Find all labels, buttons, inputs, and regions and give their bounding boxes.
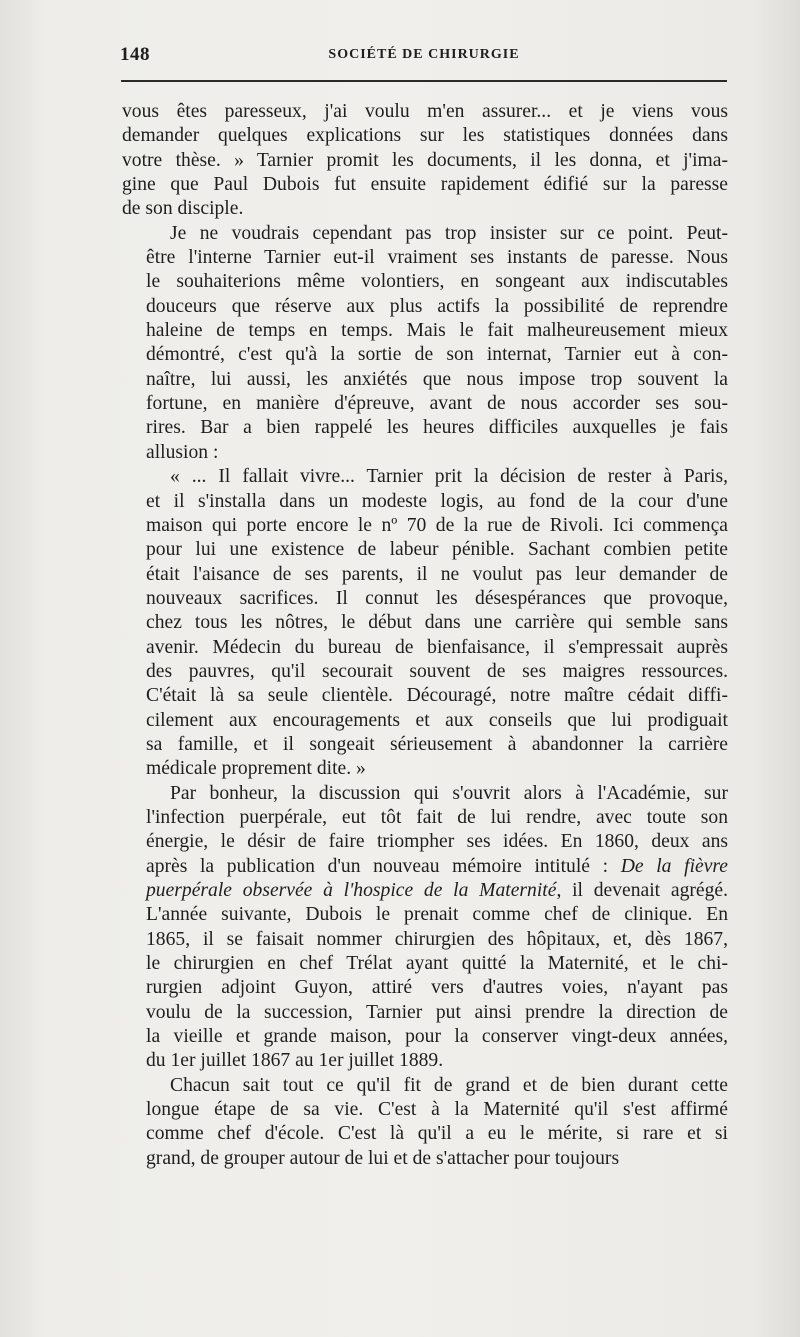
text-segment: chez tous les nôtres, le début dans une carrière qui semble sans (146, 612, 728, 634)
text-segment: « ... Il fallait vivre... Tarnier prit la décision de rester à Paris, (170, 466, 728, 488)
text-segment: haleine de temps en temps. Mais le fait malheureusement mieux (146, 320, 728, 342)
text-segment: fortune, en manière d'épreuve, avant de nous accorder ses sou- (146, 393, 728, 415)
text-line (122, 757, 728, 781)
text-segment: rires. Bar a bien rappelé les heures difficiles auxquelles je fais (146, 417, 728, 439)
body-text (122, 100, 728, 1171)
text-segment: 1865, il se faisait nommer chirurgien des hôpitaux, et, dès 1867, (146, 928, 728, 950)
text-segment: sa famille, et il songeait sérieusement à abandonner la carrière (146, 733, 728, 755)
text-line (122, 709, 728, 733)
text-line (122, 1049, 728, 1073)
text-line (122, 928, 728, 952)
text-segment: gine que Paul Dubois fut ensuite rapidement édifié sur la paresse (122, 174, 728, 196)
text-line (122, 222, 728, 246)
text-segment: vous êtes paresseux, j'ai voulu m'en assurer... et je viens vous (122, 101, 728, 122)
text-line (122, 246, 728, 270)
text-segment: C'était là sa seule clientèle. Découragé, notre maître cédait diffi- (146, 685, 728, 707)
text-segment: la vieille et grande maison, pour la conserver vingt-deux années, (146, 1026, 728, 1048)
text-line (122, 611, 728, 635)
text-line (122, 490, 728, 514)
text-segment: énergie, le désir de faire triompher ses idées. En 1860, deux ans (146, 831, 728, 853)
page-number: 148 (120, 44, 150, 65)
text-segment: l'infection puerpérale, eut tôt fait de lui rendre, avec toute son (146, 806, 728, 828)
text-segment: de son disciple. (122, 198, 244, 220)
text-line (122, 514, 728, 538)
text-line (122, 903, 728, 927)
text-line (122, 416, 728, 440)
text-line (122, 343, 728, 367)
text-line (122, 855, 728, 879)
text-line (122, 149, 728, 173)
text-segment: le souhaiterions même volontiers, en songeant aux indiscutables (146, 271, 728, 293)
text-segment: après la publication d'un nouveau mémoire intitulé : (146, 855, 621, 877)
text-segment: grand, de grouper autour de lui et de s'attacher pour toujours (146, 1147, 620, 1169)
text-segment: votre thèse. » Tarnier promit les documents, il les donna, et j'ima- (122, 149, 728, 171)
text-line (122, 830, 728, 854)
text-segment: démontré, c'est qu'à la sortie de son internat, Tarnier eut à con- (146, 344, 728, 366)
italic-title-text: puerpérale observée à l'hospice de la Maternité (146, 880, 557, 901)
text-segment: médicale proprement dite. » (146, 758, 366, 780)
text-segment: , il devenait agrégé. (556, 880, 728, 901)
text-line (122, 660, 728, 684)
text-segment: du 1er juillet 1867 au 1er juillet 1889. (146, 1050, 444, 1072)
text-line (122, 295, 728, 319)
text-line (122, 1147, 728, 1171)
text-segment: voulu de la succession, Tarnier put ainsi prendre la direction de (146, 1001, 728, 1023)
paragraph (122, 222, 728, 465)
text-segment: allusion : (146, 441, 219, 463)
text-line (122, 1074, 728, 1098)
text-line (122, 368, 728, 392)
text-line (122, 441, 728, 465)
text-line (122, 465, 728, 489)
text-line (122, 563, 728, 587)
text-line (122, 1001, 728, 1025)
text-line (122, 733, 728, 757)
text-segment: comme chef d'école. C'est là qu'il a eu le mérite, si rare et si (146, 1123, 728, 1145)
text-line (122, 587, 728, 611)
text-segment: Je ne voudrais cependant pas trop insister sur ce point. Peut- (170, 222, 728, 244)
text-segment: Chacun sait tout ce qu'il fit de grand et de bien durant cette (170, 1074, 728, 1096)
page-header (120, 44, 728, 68)
text-segment: longue étape de sa vie. C'est à la Maternité qu'il s'est affirmé (146, 1099, 728, 1121)
text-line (122, 1025, 728, 1049)
text-line (122, 319, 728, 343)
text-segment: demander quelques explications sur les statistiques données dans (122, 125, 728, 147)
text-line (122, 806, 728, 830)
paragraph (122, 782, 728, 1074)
text-segment: L'année suivante, Dubois le prenait comme chef de clinique. En (146, 904, 728, 926)
italic-title-text: De la fièvre (620, 855, 728, 877)
text-line (122, 782, 728, 806)
text-line (122, 684, 728, 708)
text-line (122, 976, 728, 1000)
text-segment: pour lui une existence de labeur pénible. Sachant combien petite (146, 539, 728, 561)
text-segment: le chirurgien en chef Trélat ayant quitté la Maternité, et le chi- (146, 953, 728, 975)
text-segment: douceurs que réserve aux plus actifs la possibilité de reprendre (146, 295, 728, 317)
text-line (122, 124, 728, 148)
paragraph (122, 1074, 728, 1171)
header-rule (121, 80, 727, 82)
text-segment: être l'interne Tarnier eut-il vraiment ses instants de paresse. Nous (146, 247, 728, 269)
text-segment: et il s'installa dans un modeste logis, au fond de la cour d'une (146, 490, 728, 512)
text-line (122, 1098, 728, 1122)
paragraph (122, 100, 728, 222)
running-title: SOCIÉTÉ DE CHIRURGIE (328, 47, 520, 62)
text-line (122, 270, 728, 294)
text-segment: rurgien adjoint Guyon, attiré vers d'autres voies, n'ayant pas (146, 977, 728, 999)
text-line (122, 173, 728, 197)
text-segment: maison qui porte encore le nº 70 de la rue de Rivoli. Ici commença (146, 514, 728, 536)
text-line (122, 1122, 728, 1146)
text-segment: nouveaux sacrifices. Il connut les désespérances que provoque, (146, 587, 728, 609)
text-segment: cilement aux encouragements et aux conseils que lui prodiguait (146, 709, 728, 731)
text-line (122, 538, 728, 562)
text-line (122, 197, 728, 221)
text-segment: avenir. Médecin du bureau de bienfaisance, il s'empressait auprès (146, 636, 728, 658)
text-segment: naître, lui aussi, les anxiétés que nous impose trop souvent la (146, 368, 728, 390)
text-line (122, 100, 728, 124)
text-segment: des pauvres, qu'il secourait souvent de ses maigres ressources. (146, 660, 728, 682)
text-segment: était l'aisance de ses parents, il ne voulut pas leur demander de (146, 563, 728, 585)
text-line (122, 636, 728, 660)
text-line (122, 392, 728, 416)
text-line (122, 879, 728, 903)
paragraph (122, 465, 728, 781)
text-segment: Par bonheur, la discussion qui s'ouvrit alors à l'Académie, sur (170, 782, 728, 804)
text-line (122, 952, 728, 976)
